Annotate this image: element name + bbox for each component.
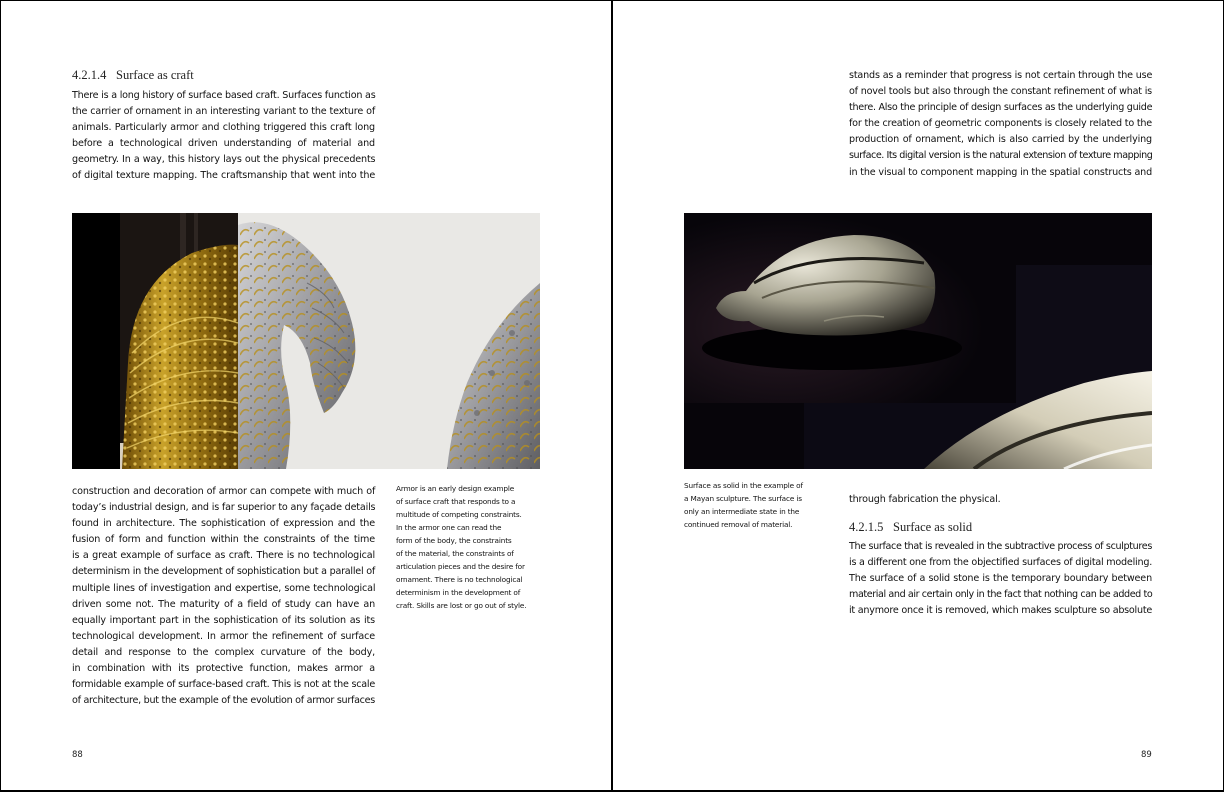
armor-figure — [72, 213, 540, 469]
text-line: Armor is an early design example — [396, 484, 515, 493]
text-line: ornament. There is no technological — [396, 574, 523, 584]
text-line: equally important part in the sophistication of its solution as its — [72, 614, 375, 626]
figure-caption — [684, 480, 803, 532]
section-heading — [72, 68, 194, 83]
text-line: detail and response to the complex curvature of the body, — [72, 646, 375, 658]
text-line: found in architecture. The sophistication of expression and the — [72, 518, 375, 530]
text-line: articulation pieces and the desire for — [396, 561, 525, 571]
text-line: today’s industrial design, and is far superior to any façade details — [72, 502, 376, 514]
text-line: stands as a reminder that progress is not certain through the use — [849, 70, 1153, 81]
armor-collage-image — [72, 213, 540, 469]
body-paragraph-continuation — [849, 492, 1152, 508]
text-line: Surface as solid in the example of — [684, 481, 803, 490]
text-line: geometry. In a way, this history lays out the physical precedents — [72, 154, 376, 166]
figure-caption — [396, 483, 526, 613]
text-line: There is a long history of surface based craft. Surfaces function as — [72, 90, 376, 101]
section-heading — [849, 520, 972, 535]
text-line: a Mayan sculpture. The surface is — [684, 493, 802, 503]
text-line: through fabrication the physical. — [849, 494, 1001, 505]
body-paragraph-top — [72, 88, 375, 185]
left-page — [1, 0, 611, 790]
body-paragraph-bottom — [72, 484, 375, 709]
right-page — [613, 0, 1222, 790]
text-line: of architecture, but the example of the evolution of armor surfaces — [72, 695, 375, 707]
text-line: multiple lines of investigation and expertise, some technological — [72, 582, 376, 594]
text-line: formidable example of surface-based craft. This is not at the scale — [72, 679, 375, 691]
text-line: The surface of a solid stone is the temporary boundary between — [849, 573, 1152, 585]
text-line: there. Also the principle of design surfaces as the underlying guide — [849, 102, 1153, 114]
sculpture-figure — [684, 213, 1152, 469]
text-line: is a great example of surface as craft. There is no technological — [72, 550, 375, 562]
text-line: in the visual to component mapping in the spatial constructs and — [849, 166, 1153, 178]
text-line: surface. Its digital version is the natural extension of texture mapping — [849, 150, 1153, 162]
section-number: 4.2.1.4 — [72, 68, 107, 82]
mayan-sculpture-image — [684, 213, 1152, 469]
text-line: technological development. In armor the refinement of surface — [72, 630, 375, 642]
body-paragraph-bottom — [849, 539, 1152, 619]
text-line: multitude of competing constraints. — [396, 509, 522, 519]
section-title: Surface as solid — [893, 520, 973, 534]
text-line: of digital texture mapping. The craftsmanship that went into the — [72, 170, 376, 182]
text-line: In the armor one can read the — [396, 522, 502, 532]
text-line: before a technological driven understanding of material and — [72, 138, 375, 150]
section-number: 4.2.1.5 — [849, 520, 884, 534]
text-line: construction and decoration of armor can compete with much of — [72, 486, 376, 497]
page-number: 89 — [1141, 750, 1152, 760]
text-line: of the material, the constraints of — [396, 548, 514, 558]
body-paragraph-top — [849, 68, 1152, 181]
text-line: animals. Particularly armor and clothing triggered this craft long — [72, 122, 375, 134]
text-line: material and air certain only in the fact that nothing can be added to — [849, 589, 1153, 601]
text-line: craft. Skills are lost or go out of style. — [396, 600, 527, 610]
section-title: Surface as craft — [116, 68, 194, 82]
text-line: it anymore once it is removed, which makes sculpture so absolute — [849, 605, 1152, 617]
text-line: fusion of form and function within the constraints of the time — [72, 534, 375, 546]
text-line: driven some not. The maturity of a field of study can have an — [72, 598, 376, 610]
text-line: the carrier of ornament in an interesting variant to the texture of — [72, 106, 376, 118]
page-number: 88 — [72, 750, 83, 760]
text-line: is a different one from the objectified surfaces of digital modeling. — [849, 557, 1153, 569]
text-line: of surface craft that responds to a — [396, 496, 516, 506]
text-line: of novel tools but also through the constant refinement of what is — [849, 86, 1152, 98]
text-line: form of the body, the constraints — [396, 535, 512, 545]
text-line: The surface that is revealed in the subtractive process of sculptures — [849, 541, 1152, 552]
text-line: production of ornament, which is also carried by the underlying — [849, 134, 1152, 146]
text-line: only an intermediate state in the — [684, 506, 800, 516]
text-line: in combination with its protective function, makes armor a — [72, 663, 375, 675]
text-line: determinism in the development of — [396, 587, 521, 597]
text-line: determinism in the development of sophistication but a parallel of — [72, 566, 375, 578]
text-line: for the creation of geometric components is closely related to the — [849, 118, 1153, 130]
text-line: continued removal of material. — [684, 519, 793, 529]
